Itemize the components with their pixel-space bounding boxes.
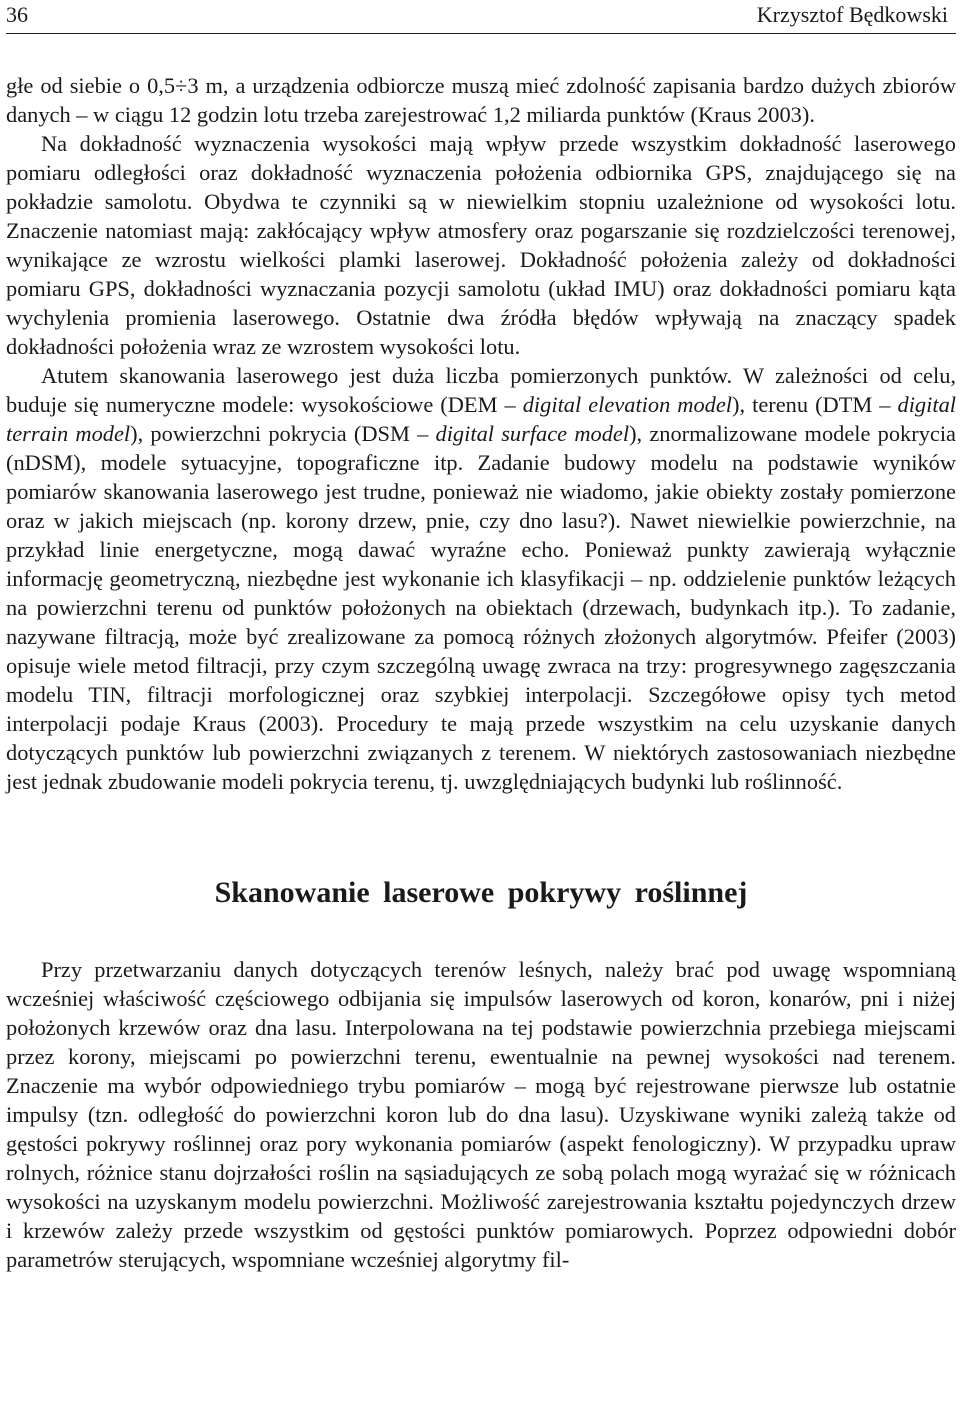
paragraph-models-text-4: ), znormalizowane modele pokrycia (nDSM), modele sytuacyjne, topograficzne itp. Zadanie budowy modelu na podstawie wyników pomiarów skanowania laserowego jest trudne, ponieważ nie wiadomo, jakie obiekty zostały pomierzone oraz w jakich miejscach (np. korony drzew, pnie, czy dno lasu?). Nawet niewielkie powierzchnie, na przykład linie energetyczne, mogą dawać wyraźne echo. Ponieważ punkty zawierają wyłącznie informację geometryczną, niezbędne jest wykonanie ich klasyfikacji – np. oddzielenie punktów leżących na powierzchni terenu od punktów położonych na obiektach (drzewach, budynkach itp.). To zadanie, nazywane filtracją, może być zrealizowane za pomocą różnych złożonych algorytmów. Pfeifer (2003) opisuje wiele metod filtracji, przy czym szczególną uwagę zwraca na trzy: progresywnego zagęszczania modelu TIN, filtracji morfologicznej oraz szybkiej interpolacji. Szczegółowe opisy tych metod interpolacji podaje Kraus (2003). Procedury te mają przede wszystkim na celu uzyskanie danych dotyczących punktów lub powierzchni związanych z terenem. W niektórych zastosowaniach niezbędne jest jednak zbudowanie modeli pokrycia terenu, tj. uwzględniających budynki lub roślinność. <box>6 421 956 794</box>
running-header <box>6 0 956 34</box>
paragraph-models-text-3: ), powierzchni pokrycia (DSM – <box>130 421 436 446</box>
section-heading: Skanowanie laserowe pokrywy roślinnej <box>214 876 748 909</box>
paragraph-vegetation: Przy przetwarzaniu danych dotyczących terenów leśnych, należy brać pod uwagę wspomnianą wcześniej właściwość częściowego odbijania się impulsów laserowych od koron, konarów, pni i niżej położonych krzewów oraz dna lasu. Interpolowana na tej podstawie powierzchnia przebiega miejscami przez korony, miejscami po powierzchni terenu, ewentualnie na pewnej wysokości nad terenem. Znaczenie ma wybór odpowiedniego trybu pomiarów – mogą być rejestrowane pierwsze lub ostatnie impulsy (tzn. odległość do powierzchni koron lub do dna lasu). Uzyskiwane wyniki zależą także od gęstości pokrywy roślinnej oraz pory wykonania pomiarów (aspekt fenologiczny). W przypadku upraw rolnych, różnice stanu dojrzałości roślin na sąsiadujących ze sobą polach mogą wyrażać się w różnicach wysokości na uzyskanym modelu powierzchni. Możliwość zarejestrowania kształtu pojedynczych drzew i krzewów zależy przede wszystkim od gęstości punktów pomiarowych. Poprzez odpowiedni dobór parametrów sterujących, wspomniane wcześniej algorytmy fil- <box>6 957 956 1272</box>
page-number: 36 <box>6 2 28 27</box>
term-dem: digital elevation model <box>522 392 733 417</box>
paragraph-models <box>6 361 956 796</box>
running-author: Krzysztof Będkowski <box>756 2 948 27</box>
paragraph-models-text-1: Atutem skanowania laserowego jest duża liczba pomierzonych punktów. W zależności od celu, buduje się numeryczne modele: wysokościowe (DEM – <box>6 363 956 417</box>
paragraph-continuation: głe od siebie o 0,5÷3 m, a urządzenia odbiorcze muszą mieć zdolność zapisania bardzo dużych zbiorów danych – w ciągu 12 godzin lotu trzeba zarejestrować 1,2 miliarda punktów (Kraus 2003). <box>6 73 956 127</box>
body-text <box>6 71 956 1274</box>
term-dtm: digital terrain model <box>6 392 956 446</box>
paragraph-accuracy: Na dokładność wyznaczenia wysokości mają wpływ przede wszystkim dokładność laserowego pomiaru odległości oraz dokładność wyznaczenia położenia odbiornika GPS, znajdującego się na pokładzie samolotu. Obydwa te czynniki są w niewielkim stopniu uzależnione od wysokości lotu. Znaczenie natomiast mają: zakłócający wpływ atmosfery oraz pogarszanie się rozdzielczości terenowej, wynikające ze wzrostu wielkości plamki laserowej. Dokładność położenia zależy od dokładności pomiaru GPS, dokładności wyznaczania pozycji samolotu (układ IMU) oraz dokładności pomiaru kąta wychylenia promienia laserowego. Ostatnie dwa źródła błędów wpływają na znaczący spadek dokładności położenia wraz ze wzrostem wysokości lotu. <box>6 131 956 359</box>
paragraph-models-text-2: ), terenu (DTM – <box>732 392 898 417</box>
term-dsm: digital surface model <box>435 421 630 446</box>
